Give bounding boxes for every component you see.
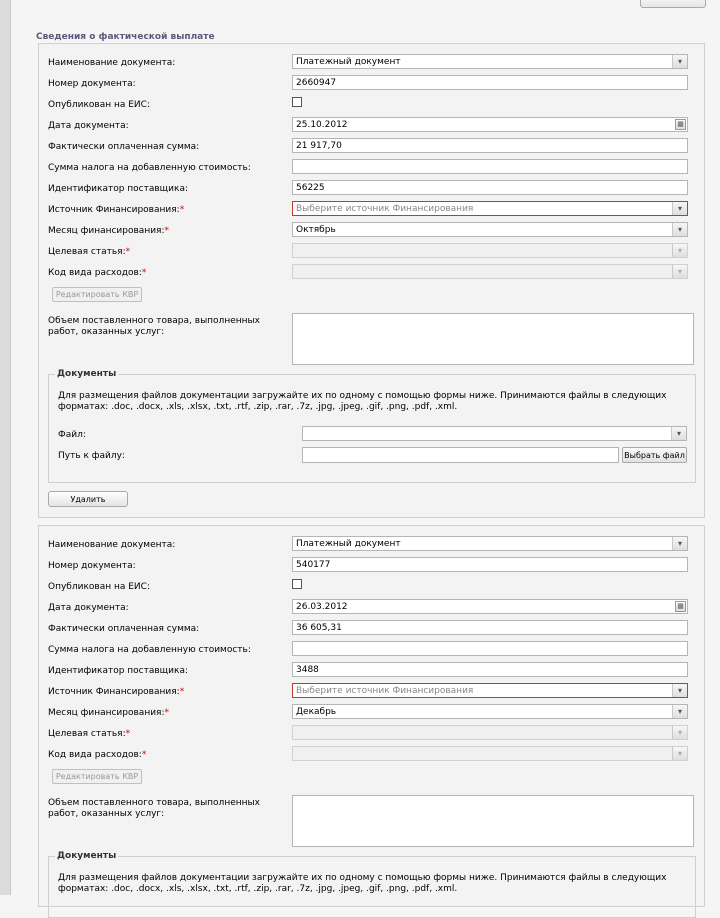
doc-date-value: 25.10.2012 — [296, 120, 348, 130]
vat-sum-row — [39, 159, 704, 177]
chevron-down-icon[interactable]: ▾ — [672, 202, 687, 215]
expense-code-row — [39, 746, 704, 764]
funding-month-label — [48, 708, 169, 718]
vat-sum-label: Сумма налога на добавленную стоимость: — [48, 163, 251, 173]
funding-source-select[interactable] — [292, 201, 688, 216]
chevron-down-icon[interactable]: ▾ — [672, 55, 687, 68]
published-row — [39, 96, 704, 114]
chevron-down-icon: ▾ — [672, 265, 687, 278]
edit-kvr-button[interactable]: Редактировать КВР — [52, 769, 142, 784]
doc-number-row — [39, 557, 704, 575]
documents-legend: Документы — [57, 369, 117, 379]
required-mark: * — [164, 226, 169, 236]
payment-block — [38, 525, 705, 907]
file-label: Файл: — [58, 430, 86, 440]
doc-date-label: Дата документа: — [48, 603, 129, 613]
paid-sum-row — [39, 620, 704, 638]
chevron-down-icon[interactable]: ▾ — [672, 223, 687, 236]
documents-legend: Документы — [57, 851, 117, 861]
documents-fieldset — [48, 851, 696, 918]
published-label: Опубликован на ЕИС: — [48, 582, 150, 592]
doc-date-input[interactable] — [292, 117, 688, 132]
delete-button[interactable]: Удалить — [48, 491, 128, 507]
expense-code-row — [39, 264, 704, 282]
chevron-down-icon[interactable]: ▾ — [671, 427, 686, 440]
funding-source-label-text: Источник Финансирования: — [48, 205, 180, 215]
published-checkbox[interactable] — [292, 97, 302, 107]
calendar-icon[interactable]: ▦ — [675, 601, 686, 612]
chevron-down-icon[interactable]: ▾ — [672, 705, 687, 718]
funding-source-select[interactable] — [292, 683, 688, 698]
target-item-label-text: Целевая статья: — [48, 729, 126, 739]
expense-code-select[interactable] — [292, 264, 688, 279]
chevron-down-icon: ▾ — [672, 747, 687, 760]
supplier-id-label: Идентификатор поставщика: — [48, 666, 188, 676]
required-mark: * — [141, 750, 147, 760]
funding-source-placeholder: Выберите источник Финансирования — [296, 204, 474, 214]
chevron-down-icon[interactable]: ▾ — [672, 684, 687, 697]
funding-month-label — [48, 226, 169, 236]
doc-name-select[interactable] — [292, 54, 688, 69]
vat-sum-input[interactable] — [292, 159, 688, 174]
funding-month-select[interactable] — [292, 704, 688, 719]
target-item-row — [39, 725, 704, 743]
file-path-input[interactable] — [302, 447, 619, 463]
doc-name-row — [39, 54, 704, 72]
doc-date-row — [39, 599, 704, 617]
doc-date-value: 26.03.2012 — [296, 602, 348, 612]
doc-name-label: Наименование документа: — [48, 58, 176, 68]
doc-date-row — [39, 117, 704, 135]
funding-source-label-text: Источник Финансирования: — [48, 687, 180, 697]
doc-name-value: Платежный документ — [296, 57, 401, 67]
doc-number-input[interactable]: 2660947 — [292, 75, 688, 90]
paid-sum-row — [39, 138, 704, 156]
required-mark: * — [141, 268, 147, 278]
volume-textarea[interactable] — [292, 795, 694, 847]
funding-month-label-text: Месяц финансирования: — [48, 226, 165, 236]
edit-kvr-button[interactable]: Редактировать КВР — [52, 287, 142, 302]
doc-number-input[interactable]: 540177 — [292, 557, 688, 572]
funding-month-value: Октябрь — [296, 225, 336, 235]
published-row — [39, 578, 704, 596]
paid-sum-input[interactable]: 36 605,31 — [292, 620, 688, 635]
expense-code-select[interactable] — [292, 746, 688, 761]
required-mark: * — [125, 729, 131, 739]
target-item-row — [39, 243, 704, 261]
doc-number-row — [39, 75, 704, 93]
published-label: Опубликован на ЕИС: — [48, 100, 150, 110]
payment-block — [38, 43, 705, 518]
browse-file-button[interactable]: Выбрать файл — [622, 447, 687, 463]
documents-fieldset — [48, 369, 696, 483]
expense-code-label-text: Код вида расходов: — [48, 750, 142, 760]
required-mark: * — [179, 687, 185, 697]
funding-month-row — [39, 704, 704, 722]
paid-sum-input[interactable]: 21 917,70 — [292, 138, 688, 153]
supplier-id-input[interactable]: 3488 — [292, 662, 688, 677]
doc-name-row — [39, 536, 704, 554]
paid-sum-label: Фактически оплаченная сумма: — [48, 624, 200, 634]
required-mark: * — [164, 708, 169, 718]
vat-sum-label: Сумма налога на добавленную стоимость: — [48, 645, 251, 655]
supplier-id-row — [39, 662, 704, 680]
expense-code-label-text: Код вида расходов: — [48, 268, 142, 278]
funding-month-row — [39, 222, 704, 240]
target-item-label — [48, 729, 130, 739]
doc-number-label: Номер документа: — [48, 561, 136, 571]
chevron-down-icon[interactable]: ▾ — [672, 537, 687, 550]
volume-label: Объем поставленного товара, выполненных работ, оказанных услуг: — [48, 798, 260, 819]
vat-sum-row — [39, 641, 704, 659]
volume-textarea[interactable] — [292, 313, 694, 365]
supplier-id-row — [39, 180, 704, 198]
required-mark: * — [179, 205, 185, 215]
target-item-select[interactable] — [292, 725, 688, 740]
funding-source-row — [39, 683, 704, 701]
funding-month-label-text: Месяц финансирования: — [48, 708, 165, 718]
left-panel-border — [0, 0, 11, 895]
doc-date-input[interactable] — [292, 599, 688, 614]
file-path-label: Путь к файлу: — [58, 451, 125, 461]
doc-name-label: Наименование документа: — [48, 540, 176, 550]
supplier-id-label: Идентификатор поставщика: — [48, 184, 188, 194]
top-button[interactable] — [640, 0, 706, 8]
funding-source-label — [48, 687, 184, 697]
target-item-label — [48, 247, 130, 257]
file-select[interactable] — [302, 426, 687, 441]
section-title: Сведения о фактической выплате — [36, 32, 215, 42]
supplier-id-input[interactable]: 56225 — [292, 180, 688, 195]
calendar-icon[interactable]: ▦ — [675, 119, 686, 130]
chevron-down-icon: ▾ — [672, 244, 687, 257]
paid-sum-label: Фактически оплаченная сумма: — [48, 142, 200, 152]
chevron-down-icon: ▾ — [672, 726, 687, 739]
published-checkbox[interactable] — [292, 579, 302, 589]
doc-date-label: Дата документа: — [48, 121, 129, 131]
expense-code-label — [48, 750, 146, 760]
volume-label: Объем поставленного товара, выполненных работ, оказанных услуг: — [48, 316, 260, 337]
required-mark: * — [125, 247, 131, 257]
target-item-label-text: Целевая статья: — [48, 247, 126, 257]
target-item-select[interactable] — [292, 243, 688, 258]
expense-code-label — [48, 268, 146, 278]
funding-month-value: Декабрь — [296, 707, 337, 717]
documents-info: Для размещения файлов документации загружайте их по одному с помощью формы ниже. Принимаются файлы в следующих форматах: .doc, .docx, .xls, .xlsx, .txt, .rtf, .zip, .rar, .7z, .jpg, .jpeg, .gif, .png, .pdf, .xml. — [58, 873, 667, 894]
funding-month-select[interactable] — [292, 222, 688, 237]
funding-source-row — [39, 201, 704, 219]
documents-info: Для размещения файлов документации загружайте их по одному с помощью формы ниже. Принимаются файлы в следующих форматах: .doc, .docx, .xls, .xlsx, .txt, .rtf, .zip, .rar, .7z, .jpg, .jpeg, .gif, .png, .pdf, .xml. — [58, 391, 667, 412]
doc-name-select[interactable] — [292, 536, 688, 551]
funding-source-label — [48, 205, 184, 215]
funding-source-placeholder: Выберите источник Финансирования — [296, 686, 474, 696]
vat-sum-input[interactable] — [292, 641, 688, 656]
doc-number-label: Номер документа: — [48, 79, 136, 89]
doc-name-value: Платежный документ — [296, 539, 401, 549]
